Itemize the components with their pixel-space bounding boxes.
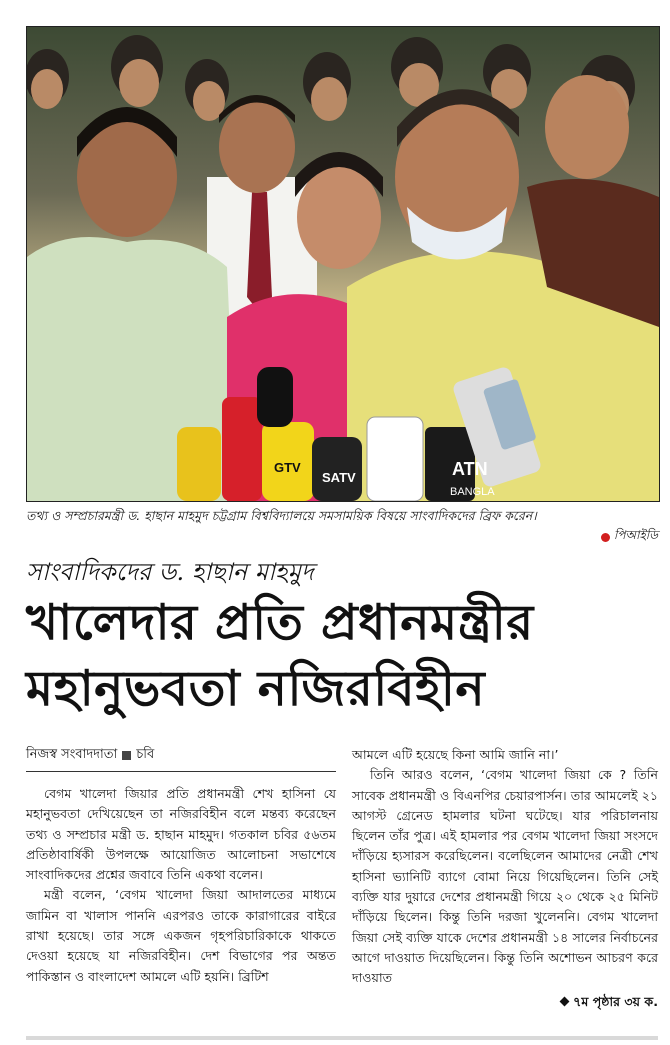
caption-text: তথ্য ও সম্প্রচারমন্ত্রী ড. হাছান মাহমুদ চট্টগ্রাম বিশ্ববিদ্যালয়ে সমসাময়িক বিষয়ে সাংবাদিকদের ব্রিফ করেন। <box>26 508 537 523</box>
byline-photo: চবি <box>136 747 155 762</box>
mic-label-bangla: BANGLA <box>450 486 495 498</box>
photo-illustration <box>27 27 659 501</box>
continued-text: ৭ম পৃষ্ঠার ৩য় ক. <box>573 993 658 1009</box>
article-column-1 <box>26 745 336 987</box>
byline <box>26 745 336 772</box>
paragraph: বেগম খালেদা জিয়ার প্রতি প্রধানমন্ত্রী শেখ হাসিনা যে মহানুভবতা দেখিয়েছেন তা নজিরবিহীন বলে মন্তব্য করেছেন তথ্য ও সম্প্রচার মন্ত্রী ড. হাছান মাহমুদ। গতকাল চবির ৫৬তম প্রতিষ্ঠাবার্ষিকী উপলক্ষে আয়োজিত আলোচনা সভাশেষে সাংবাদিকদের প্রশ্নের জবাবে তিনি একথা বলেন। <box>26 786 336 883</box>
headline-line-1: খালেদার প্রতি প্রধানমন্ত্রীর <box>26 594 534 651</box>
paragraph: মন্ত্রী বলেন, ‘বেগম খালেদা জিয়া আদালতের মাধ্যমে জামিন বা খালাস পাননি এরপরও তাকে কারাগারের বাইরে রাখা হয়েছে। তার সঙ্গে একজন গৃহপরিচারিকাকে থাকতে দেওয়া হয়েছে যা নজিরবিহীন। দেশ বিভাগের পর অন্তত পাকিস্তান ও বাংলাদেশ আমলে এটি হয়নি। ব্রিটিশ <box>26 887 336 984</box>
news-photo <box>26 26 660 502</box>
mic-label-atn: ATN <box>452 459 488 479</box>
bottom-rule <box>26 1036 658 1040</box>
credit-text: পিআইডি <box>613 528 658 542</box>
continued-link[interactable] <box>352 991 658 1013</box>
headline-line-2: মহানুভবতা নজিরবিহীন <box>26 660 486 717</box>
byline-reporter: নিজস্ব সংবাদদাতা <box>26 747 118 762</box>
kicker: সাংবাদিকদের ড. হাছান মাহমুদ <box>26 558 314 586</box>
diamond-bullet-icon <box>560 997 570 1007</box>
paragraph-lead: আমলে এটি হয়েছে কিনা আমি জানি না।’ <box>352 747 559 762</box>
paragraph: তিনি আরও বলেন, ‘বেগম খালেদা জিয়া কে ? তিনি সাবেক প্রধানমন্ত্রী ও বিএনপির চেয়ারপার্সন। তার আমলেই ২১ আগস্ট গ্রেনেড হামলার ঘটনা ঘটেছে। যার পরিচালনায় ছিলেন তাঁর পুত্র। এই হামলার পর বেগম খালেদা জিয়া সংসদে দাঁড়িয়ে হ্যসারস করেছিলেন। বলেছিলেন আমাদের নেত্রী শেখ হাসিনা ভ্যানিটি ব্যাগে বোমা নিয়ে গিয়েছিলেন। তিনি সেই ব্যক্তি যার দুয়ারে দেশের প্রধানমন্ত্রী গিয়ে ২০ থেকে ২৫ মিনিট দাঁড়িয়ে ছিলেন। কিন্তু তিনি দরজা খুলেননি। বেগম খালেদা জিয়া সেই ব্যক্তি যাকে দেশের প্রধানমন্ত্রী ১৪ সালের নির্বাচনের আগে দাওয়াত দিয়েছিলেন। কিন্তু তিনি অশোভন আচরণ করে দাওয়াত <box>352 767 658 986</box>
mic-label-gtv: GTV <box>274 460 301 475</box>
square-bullet-icon <box>122 751 131 760</box>
article-column-2 <box>352 745 658 1013</box>
photo-caption <box>26 506 658 525</box>
headline <box>26 590 658 722</box>
mic-label-satv: SATV <box>322 470 356 485</box>
credit-dot-icon <box>601 533 610 542</box>
photo-credit <box>601 527 658 547</box>
